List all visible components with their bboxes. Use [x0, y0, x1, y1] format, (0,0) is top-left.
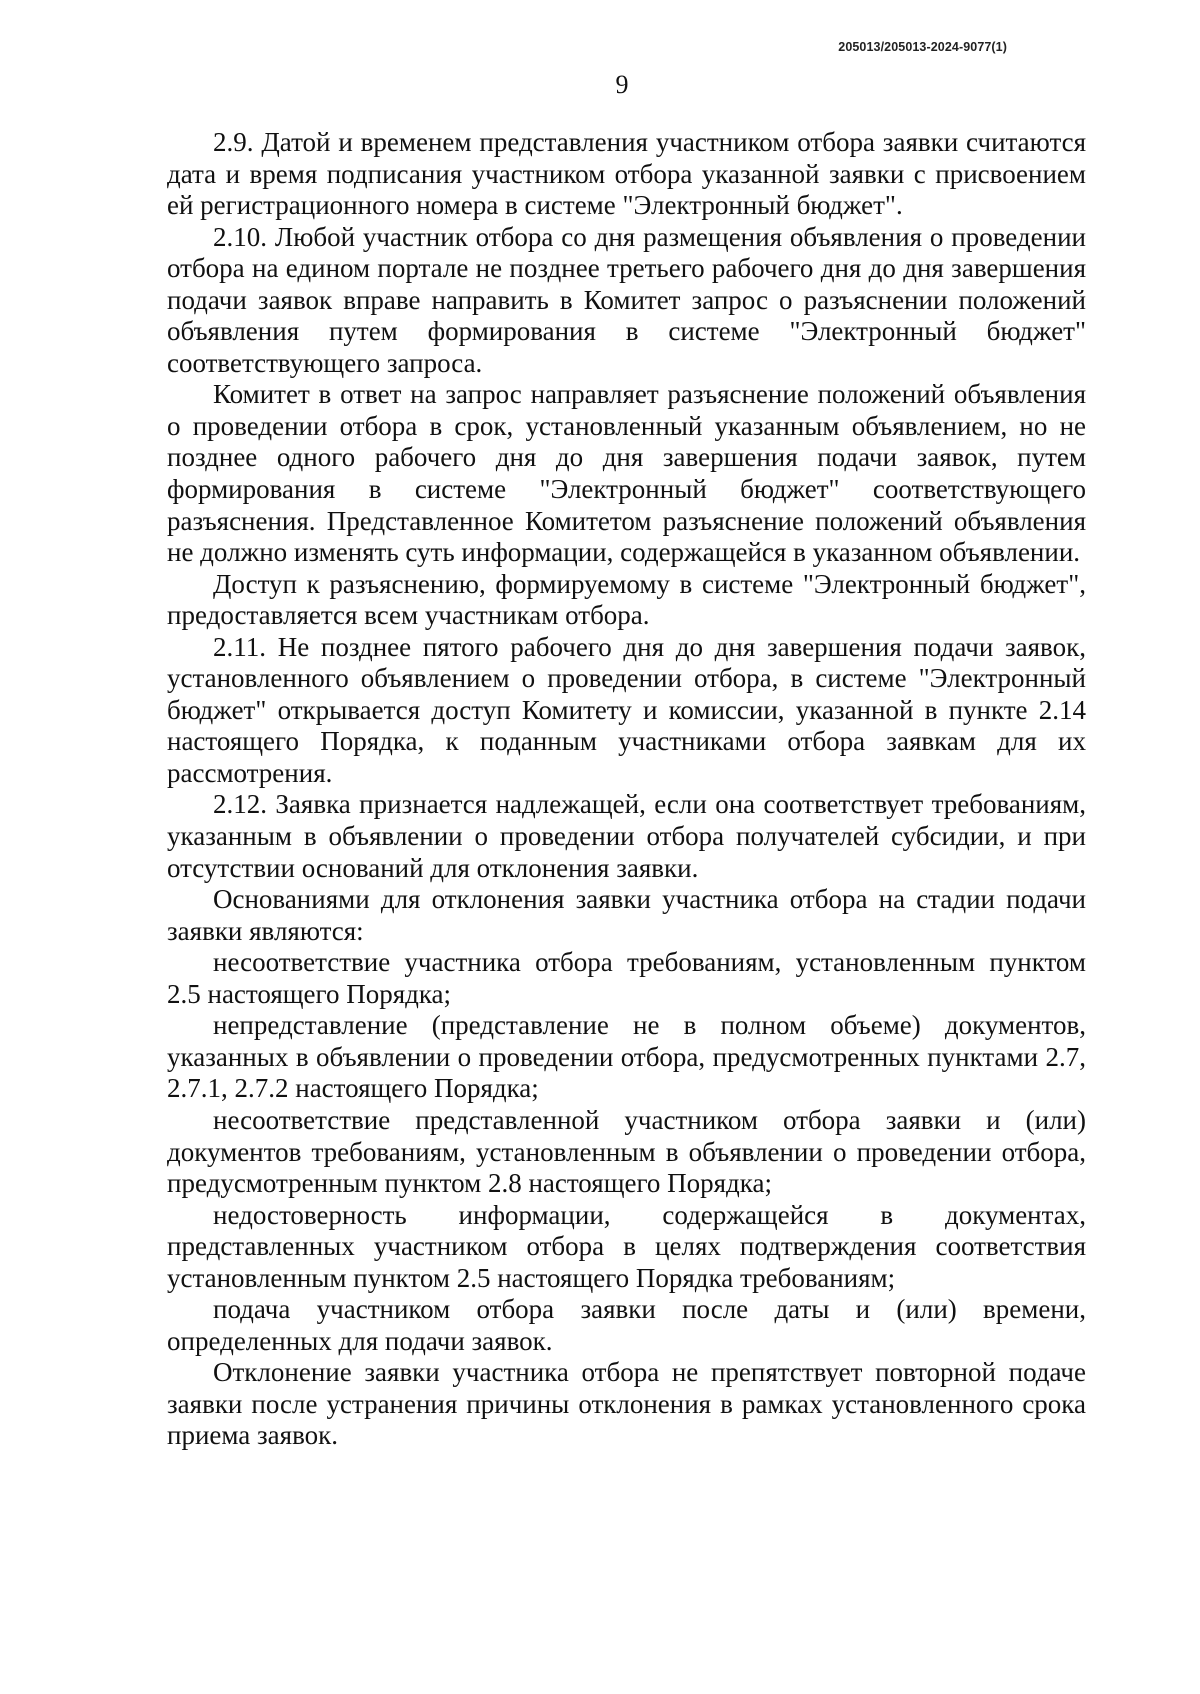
paragraph-2-10: 2.10. Любой участник отбора со дня размещения объявления о проведении отбора на едином портале не позднее третьего рабочего дня до дня завершения подачи заявок вправе направить в Комитет запрос о разъяснении положений объявления путем формирования в системе "Электронный бюджет" соответствующего запроса. [167, 221, 1086, 378]
list-item-nonconformity-participant: несоответствие участника отбора требованиям, установленным пунктом 2.5 настоящего Порядка; [167, 947, 1086, 1009]
paragraph-2-9: 2.9. Датой и временем представления участником отбора заявки считаются дата и время подписания участником отбора указанной заявки с присвоением ей регистрационного номера в системе "Электронный бюджет". [167, 127, 1086, 221]
paragraph-resubmission: Отклонение заявки участника отбора не препятствует повторной подаче заявки после устранения причины отклонения в рамках установленного срока приема заявок. [167, 1357, 1086, 1451]
document-id: 205013/205013-2024-9077(1) [838, 40, 1007, 54]
list-item-nonconformity-application: несоответствие представленной участником отбора заявки и (или) документов требованиям, установленным в объявлении о проведении отбора, предусмотренным пунктом 2.8 настоящего Порядка; [167, 1104, 1086, 1199]
list-item-unreliable-information: недостоверность информации, содержащейся в документах, представленных участником отбора в целях подтверждения соответствия установленным пунктом 2.5 настоящего Порядка требованиям; [167, 1199, 1086, 1293]
paragraph-2-12: 2.12. Заявка признается надлежащей, если она соответствует требованиям, указанным в объявлении о проведении отбора получателей субсидии, и при отсутствии оснований для отклонения заявки. [167, 789, 1086, 883]
paragraph-access-clarification: Доступ к разъяснению, формируемому в системе "Электронный бюджет", предоставляется всем участникам отбора. [167, 568, 1086, 631]
list-item-missing-documents: непредставление (представление не в полном объеме) документов, указанных в объявлении о проведении отбора, предусмотренных пунктами 2.7, 2.7.1, 2.7.2 настоящего Порядка; [167, 1010, 1086, 1104]
paragraph-rejection-grounds: Основаниями для отклонения заявки участника отбора на стадии подачи заявки являются: [167, 884, 1086, 946]
paragraph-committee-response: Комитет в ответ на запрос направляет разъяснение положений объявления о проведении отбора в срок, установленный указанным объявлением, но не позднее одного рабочего дня до дня завершения подачи заявок, путем формирования в системе "Электронный бюджет" соответствующего разъяснения. Представленное Комитетом разъяснение положений объявления не должно изменять суть информации, содержащейся в указанном объявлении. [167, 379, 1086, 568]
page-number: 9 [615, 70, 629, 99]
document-body [167, 127, 1086, 1452]
list-item-late-submission: подача участником отбора заявки после даты и (или) времени, определенных для подачи заявок. [167, 1294, 1086, 1356]
paragraph-2-11: 2.11. Не позднее пятого рабочего дня до дня завершения подачи заявок, установленного объявлением о проведении отбора, в системе "Электронный бюджет" открывается доступ Комитету и комиссии, указанной в пункте 2.14 настоящего Порядка, к поданным участниками отбора заявкам для их рассмотрения. [167, 631, 1086, 788]
